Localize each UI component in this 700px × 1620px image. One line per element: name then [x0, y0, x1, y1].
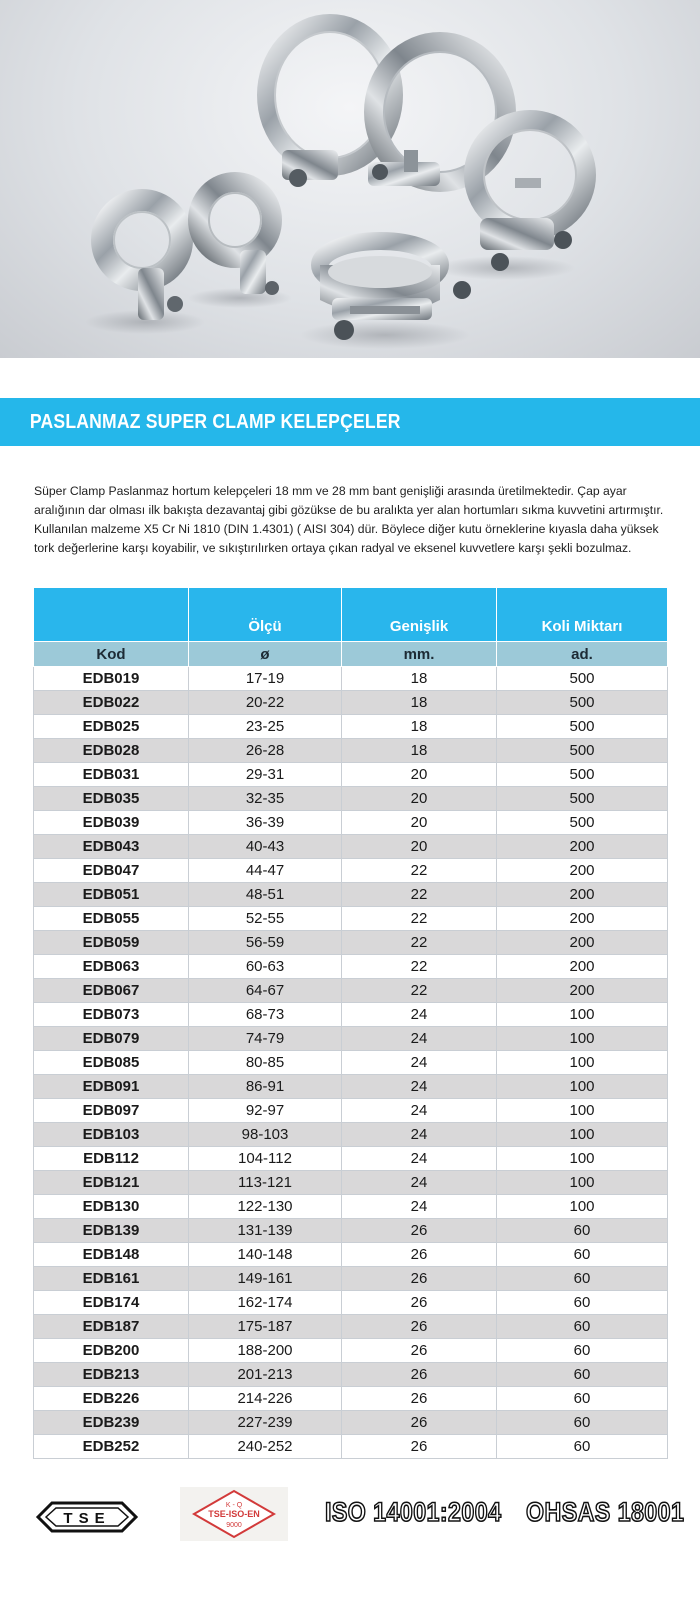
- size-cell: 74-79: [189, 1027, 342, 1051]
- size-cell: 98-103: [189, 1123, 342, 1147]
- code-cell: EDB047: [34, 859, 189, 883]
- table-row: [34, 1363, 668, 1387]
- subheader-cell: Kod: [34, 642, 189, 667]
- table-row: [34, 739, 668, 763]
- size-cell: 113-121: [189, 1171, 342, 1195]
- width-cell: 26: [342, 1435, 497, 1459]
- width-cell: 18: [342, 739, 497, 763]
- width-cell: 26: [342, 1219, 497, 1243]
- box-qty-cell: 200: [497, 883, 668, 907]
- subheader-cell: mm.: [342, 642, 497, 667]
- width-cell: 26: [342, 1243, 497, 1267]
- kq-logo-line2: TSE-ISO-EN: [208, 1509, 260, 1519]
- size-cell: 240-252: [189, 1435, 342, 1459]
- spec-table: [33, 587, 668, 1459]
- table-subheader-row: [34, 642, 668, 667]
- code-cell: EDB213: [34, 1363, 189, 1387]
- box-qty-cell: 100: [497, 1003, 668, 1027]
- box-qty-cell: 100: [497, 1195, 668, 1219]
- box-qty-cell: 60: [497, 1243, 668, 1267]
- table-row: [34, 1075, 668, 1099]
- size-cell: 20-22: [189, 691, 342, 715]
- size-cell: 214-226: [189, 1387, 342, 1411]
- table-row: [34, 1051, 668, 1075]
- table-row: [34, 787, 668, 811]
- table-row: [34, 1291, 668, 1315]
- code-cell: EDB019: [34, 667, 189, 691]
- table-row: [34, 1027, 668, 1051]
- box-qty-cell: 60: [497, 1339, 668, 1363]
- kq-logo-graphic: [180, 1487, 288, 1541]
- size-cell: 23-25: [189, 715, 342, 739]
- width-cell: 26: [342, 1387, 497, 1411]
- title-bar: [0, 398, 700, 446]
- box-qty-cell: 60: [497, 1363, 668, 1387]
- box-qty-cell: 500: [497, 739, 668, 763]
- width-cell: 24: [342, 1027, 497, 1051]
- code-cell: EDB051: [34, 883, 189, 907]
- size-cell: 36-39: [189, 811, 342, 835]
- size-cell: 44-47: [189, 859, 342, 883]
- code-cell: EDB059: [34, 931, 189, 955]
- width-cell: 24: [342, 1099, 497, 1123]
- code-cell: EDB121: [34, 1171, 189, 1195]
- size-cell: 92-97: [189, 1099, 342, 1123]
- table-row: [34, 811, 668, 835]
- table-row: [34, 1123, 668, 1147]
- code-cell: EDB025: [34, 715, 189, 739]
- size-cell: 48-51: [189, 883, 342, 907]
- table-row: [34, 1147, 668, 1171]
- code-cell: EDB187: [34, 1315, 189, 1339]
- box-qty-cell: 200: [497, 955, 668, 979]
- width-cell: 22: [342, 931, 497, 955]
- code-cell: EDB239: [34, 1411, 189, 1435]
- size-cell: 40-43: [189, 835, 342, 859]
- box-qty-cell: 200: [497, 907, 668, 931]
- box-qty-cell: 100: [497, 1051, 668, 1075]
- box-qty-cell: 100: [497, 1075, 668, 1099]
- size-cell: 149-161: [189, 1267, 342, 1291]
- box-qty-cell: 500: [497, 667, 668, 691]
- code-cell: EDB039: [34, 811, 189, 835]
- width-cell: 20: [342, 835, 497, 859]
- table-row: [34, 955, 668, 979]
- code-cell: EDB055: [34, 907, 189, 931]
- width-cell: 26: [342, 1267, 497, 1291]
- code-cell: EDB035: [34, 787, 189, 811]
- table-row: [34, 1003, 668, 1027]
- kq-logo: [180, 1487, 288, 1541]
- box-qty-cell: 60: [497, 1291, 668, 1315]
- intro-paragraph: Süper Clamp Paslanmaz hortum kelepçeleri 18 mm ve 28 mm bant genişliği arasında üretilmektedir. Çap ayar aralığının dar olması ilk bakışta dezavantaj gibi gözükse de bu aralıkta yer alan hortumları sıkma kuvvetini artırmıştır. Kullanılan malzeme X5 Cr Ni 1810 (DIN 1.4301) ( AISI 304) dür. Böylece diğer kutu örneklerine kıyasla daha yüksek tork değerlerine karşı koyabilir, ve sıkıştırılırken ortaya çıkan radyal ve eksenel kuvvetlere karşı şekli bozulmaz.: [34, 484, 664, 555]
- size-cell: 140-148: [189, 1243, 342, 1267]
- size-cell: 201-213: [189, 1363, 342, 1387]
- width-cell: 24: [342, 1147, 497, 1171]
- table-row: [34, 715, 668, 739]
- table-row: [34, 931, 668, 955]
- certifications-bar: [0, 1487, 700, 1547]
- code-cell: EDB073: [34, 1003, 189, 1027]
- table-row: [34, 691, 668, 715]
- box-qty-cell: 100: [497, 1027, 668, 1051]
- box-qty-cell: 200: [497, 979, 668, 1003]
- table-row: [34, 1267, 668, 1291]
- code-cell: EDB200: [34, 1339, 189, 1363]
- width-cell: 20: [342, 787, 497, 811]
- code-cell: EDB112: [34, 1147, 189, 1171]
- size-cell: 68-73: [189, 1003, 342, 1027]
- width-cell: 26: [342, 1315, 497, 1339]
- table-row: [34, 883, 668, 907]
- code-cell: EDB022: [34, 691, 189, 715]
- size-cell: 162-174: [189, 1291, 342, 1315]
- ohsas-18001-label: OHSAS 18001: [526, 1497, 685, 1527]
- code-cell: EDB031: [34, 763, 189, 787]
- subheader-cell: ø: [189, 642, 342, 667]
- width-cell: 24: [342, 1123, 497, 1147]
- code-cell: EDB103: [34, 1123, 189, 1147]
- table-row: [34, 763, 668, 787]
- box-qty-cell: 200: [497, 859, 668, 883]
- code-cell: EDB085: [34, 1051, 189, 1075]
- box-qty-cell: 500: [497, 763, 668, 787]
- width-cell: 26: [342, 1291, 497, 1315]
- kq-logo-line1: K - Q: [225, 1502, 243, 1509]
- header-cell: Genişlik: [342, 588, 497, 642]
- size-cell: 60-63: [189, 955, 342, 979]
- table-row: [34, 835, 668, 859]
- width-cell: 18: [342, 715, 497, 739]
- code-cell: EDB252: [34, 1435, 189, 1459]
- size-cell: 17-19: [189, 667, 342, 691]
- header-cell: Ölçü: [189, 588, 342, 642]
- table-row: [34, 1411, 668, 1435]
- code-cell: EDB079: [34, 1027, 189, 1051]
- width-cell: 26: [342, 1363, 497, 1387]
- width-cell: 24: [342, 1051, 497, 1075]
- box-qty-cell: 60: [497, 1219, 668, 1243]
- width-cell: 24: [342, 1195, 497, 1219]
- width-cell: 18: [342, 667, 497, 691]
- box-qty-cell: 500: [497, 691, 668, 715]
- box-qty-cell: 200: [497, 931, 668, 955]
- table-row: [34, 1195, 668, 1219]
- code-cell: EDB161: [34, 1267, 189, 1291]
- box-qty-cell: 100: [497, 1099, 668, 1123]
- width-cell: 20: [342, 811, 497, 835]
- header-cell: Koli Miktarı: [497, 588, 668, 642]
- width-cell: 26: [342, 1411, 497, 1435]
- size-cell: 64-67: [189, 979, 342, 1003]
- box-qty-cell: 60: [497, 1315, 668, 1339]
- table-header-row: [34, 588, 668, 642]
- width-cell: 22: [342, 859, 497, 883]
- tse-logo: [34, 1497, 140, 1537]
- code-cell: EDB067: [34, 979, 189, 1003]
- table-row: [34, 1339, 668, 1363]
- box-qty-cell: 100: [497, 1123, 668, 1147]
- width-cell: 22: [342, 979, 497, 1003]
- width-cell: 18: [342, 691, 497, 715]
- kq-logo-line3: 9000: [226, 1522, 242, 1529]
- box-qty-cell: 60: [497, 1435, 668, 1459]
- table-row: [34, 1435, 668, 1459]
- box-qty-cell: 500: [497, 715, 668, 739]
- size-cell: 104-112: [189, 1147, 342, 1171]
- box-qty-cell: 500: [497, 787, 668, 811]
- width-cell: 24: [342, 1171, 497, 1195]
- table-row: [34, 907, 668, 931]
- size-cell: 26-28: [189, 739, 342, 763]
- table-row: [34, 1315, 668, 1339]
- box-qty-cell: 100: [497, 1171, 668, 1195]
- code-cell: EDB043: [34, 835, 189, 859]
- table-row: [34, 1171, 668, 1195]
- product-photo: [0, 0, 700, 358]
- code-cell: EDB097: [34, 1099, 189, 1123]
- box-qty-cell: 100: [497, 1147, 668, 1171]
- size-cell: 86-91: [189, 1075, 342, 1099]
- hose-clamps-illustration: [0, 0, 700, 358]
- table-row: [34, 1243, 668, 1267]
- table-row: [34, 1099, 668, 1123]
- size-cell: 80-85: [189, 1051, 342, 1075]
- size-cell: 227-239: [189, 1411, 342, 1435]
- intro-text: [34, 482, 664, 558]
- code-cell: EDB148: [34, 1243, 189, 1267]
- size-cell: 29-31: [189, 763, 342, 787]
- table-row: [34, 1387, 668, 1411]
- table-row: [34, 1219, 668, 1243]
- width-cell: 22: [342, 907, 497, 931]
- table-row: [34, 979, 668, 1003]
- size-cell: 131-139: [189, 1219, 342, 1243]
- width-cell: 24: [342, 1075, 497, 1099]
- box-qty-cell: 60: [497, 1267, 668, 1291]
- code-cell: EDB174: [34, 1291, 189, 1315]
- width-cell: 26: [342, 1339, 497, 1363]
- size-cell: 32-35: [189, 787, 342, 811]
- code-cell: EDB130: [34, 1195, 189, 1219]
- width-cell: 20: [342, 763, 497, 787]
- width-cell: 22: [342, 883, 497, 907]
- size-cell: 175-187: [189, 1315, 342, 1339]
- table-row: [34, 667, 668, 691]
- code-cell: EDB139: [34, 1219, 189, 1243]
- width-cell: 24: [342, 1003, 497, 1027]
- code-cell: EDB063: [34, 955, 189, 979]
- iso-14001-label: ISO 14001:2004: [325, 1497, 502, 1527]
- subheader-cell: ad.: [497, 642, 668, 667]
- code-cell: EDB226: [34, 1387, 189, 1411]
- size-cell: 52-55: [189, 907, 342, 931]
- code-cell: EDB091: [34, 1075, 189, 1099]
- box-qty-cell: 60: [497, 1387, 668, 1411]
- size-cell: 188-200: [189, 1339, 342, 1363]
- box-qty-cell: 60: [497, 1411, 668, 1435]
- box-qty-cell: 200: [497, 835, 668, 859]
- width-cell: 22: [342, 955, 497, 979]
- header-cell: [34, 588, 189, 642]
- page-title: PASLANMAZ SUPER CLAMP KELEPÇELER: [29, 411, 401, 433]
- size-cell: 122-130: [189, 1195, 342, 1219]
- table-row: [34, 859, 668, 883]
- size-cell: 56-59: [189, 931, 342, 955]
- tse-logo-text: TSE: [63, 1510, 111, 1527]
- code-cell: EDB028: [34, 739, 189, 763]
- box-qty-cell: 500: [497, 811, 668, 835]
